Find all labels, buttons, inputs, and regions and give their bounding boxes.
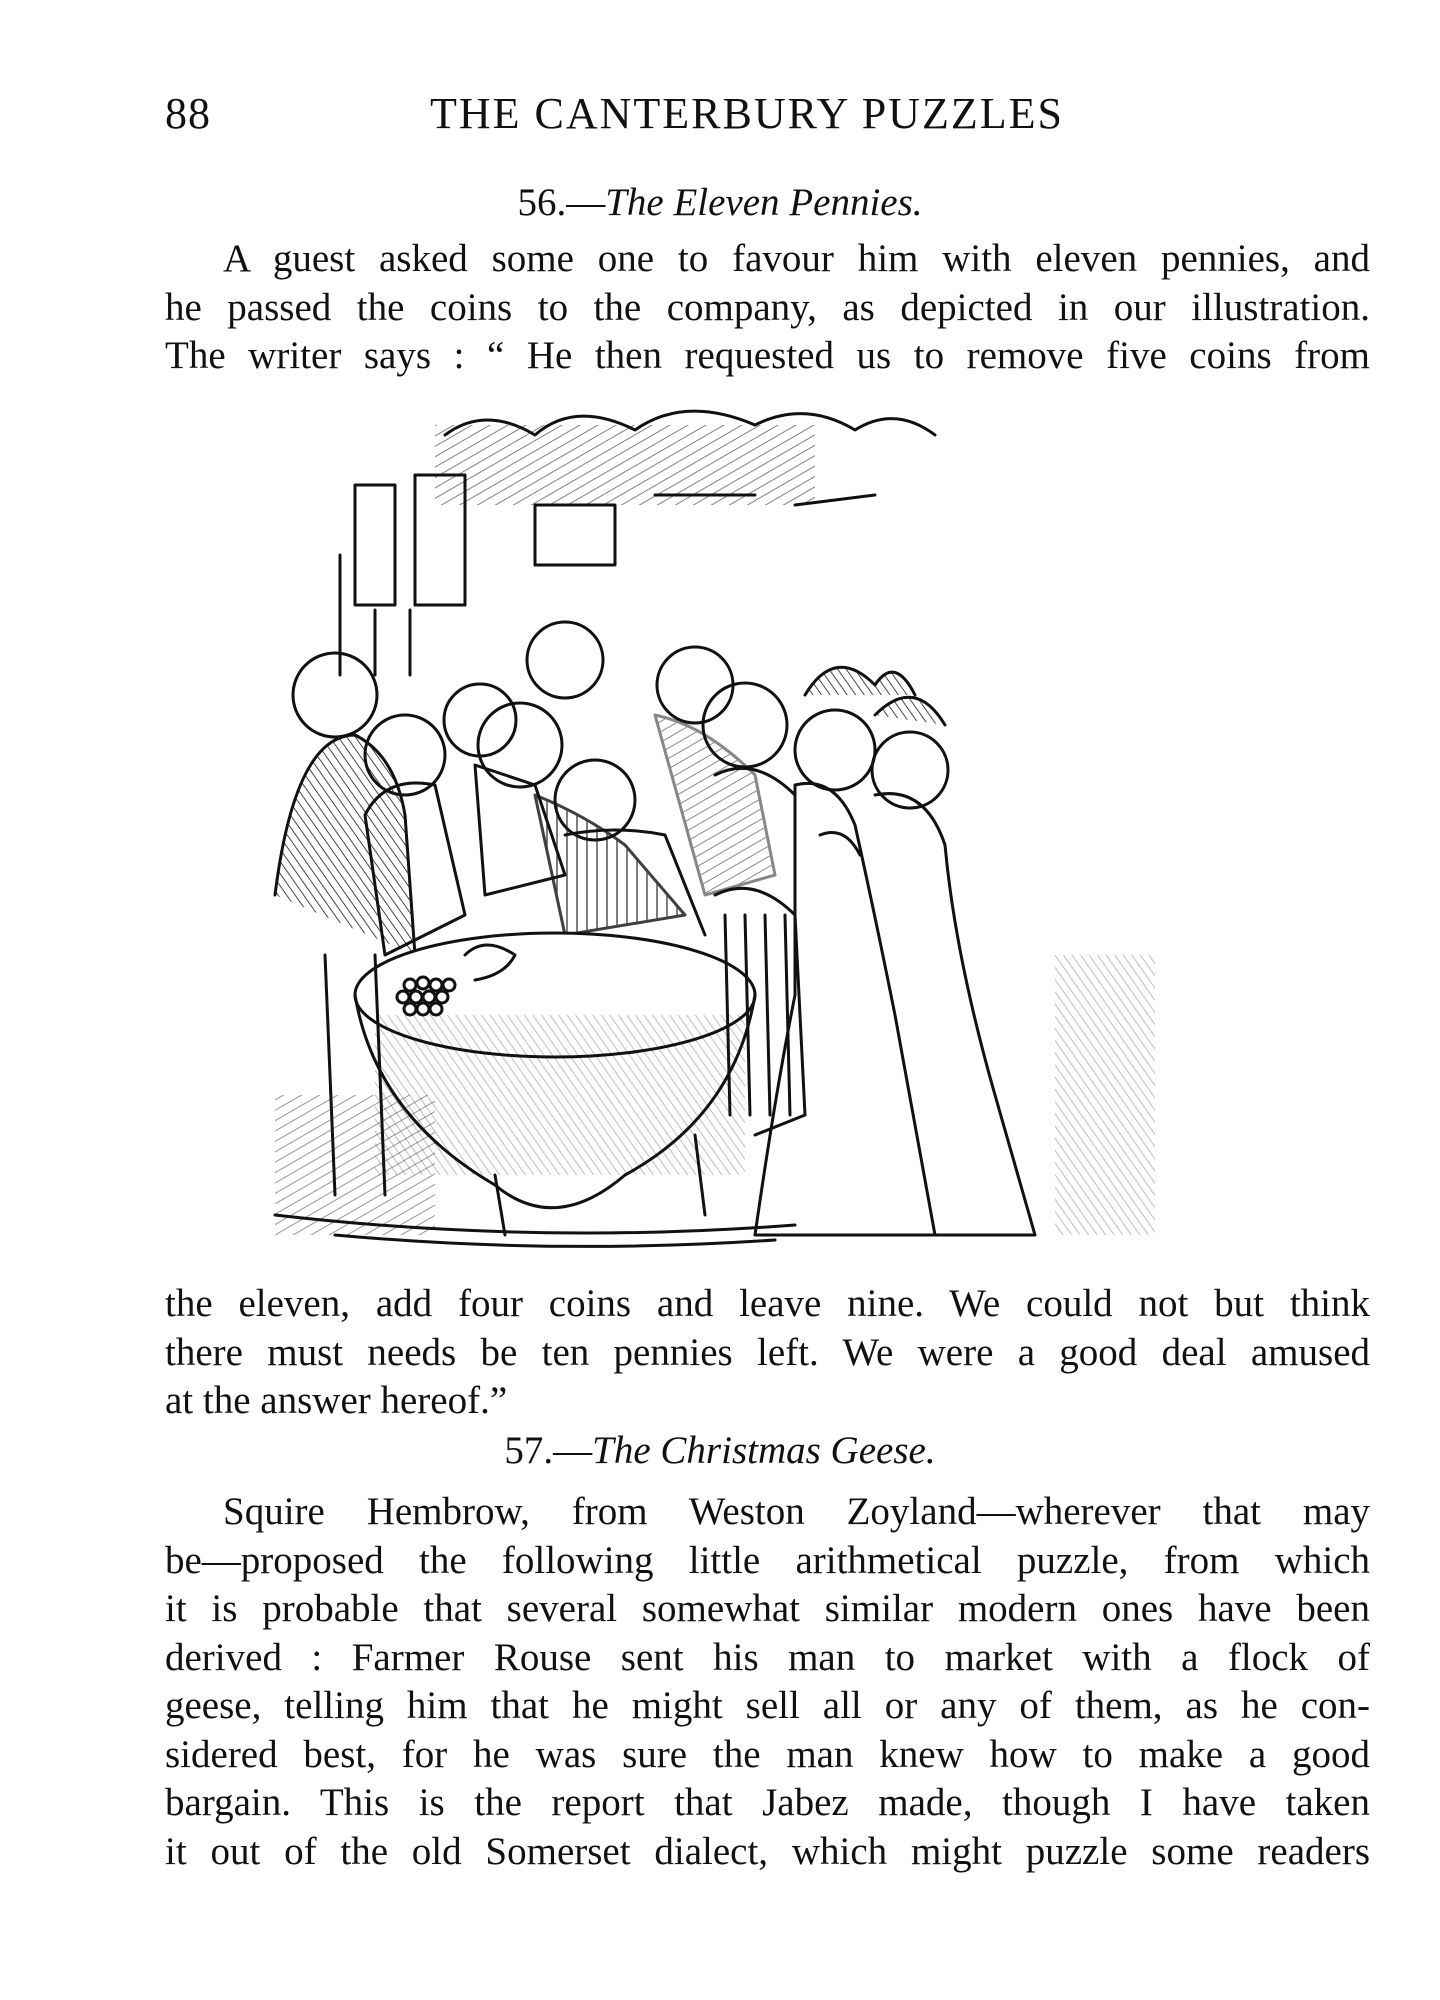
text-line: be—proposed the following little arithmetical puzzle, from which bbox=[165, 1538, 1370, 1582]
puzzle-56-title: The Eleven Pennies. bbox=[605, 181, 923, 224]
text-line: there must needs be ten pennies left. We were a good deal amused bbox=[165, 1330, 1370, 1374]
text-line: it is probable that several somewhat similar modern ones have been bbox=[165, 1587, 1370, 1630]
text-line: at the answer hereof.” bbox=[165, 1379, 508, 1422]
text-line: derived : Farmer Rouse sent his man to market with a flock of bbox=[165, 1635, 1370, 1679]
text-line: The writer says : “ He then requested us to remove five coins from bbox=[165, 334, 1370, 377]
text-line: it out of the old Somerset dialect, which might puzzle some readers bbox=[165, 1829, 1370, 1873]
puzzle-57-text bbox=[165, 1488, 1370, 1876]
page-number: 88 bbox=[165, 89, 211, 138]
text-line: the eleven, add four coins and leave nine. We could not but think bbox=[165, 1282, 1370, 1325]
text-line: A guest asked some one to favour him with eleven pennies, and bbox=[223, 237, 1370, 280]
text-line: bargain. This is the report that Jabez made, though I have taken bbox=[165, 1781, 1370, 1824]
book-title: THE CANTERBURY PUZZLES bbox=[430, 89, 1064, 138]
puzzle-56-number: 56.— bbox=[517, 181, 606, 224]
puzzle-56-heading bbox=[0, 180, 1440, 225]
puzzle-56-continuation bbox=[165, 1280, 1370, 1426]
puzzle-57-title: The Christmas Geese. bbox=[592, 1429, 936, 1472]
text-line: sidered best, for he was sure the man knew how to make a good bbox=[165, 1732, 1370, 1776]
running-head bbox=[165, 88, 1375, 148]
text-line: Squire Hembrow, from Weston Zoyland—wherever that may bbox=[223, 1490, 1370, 1533]
puzzle-56-intro bbox=[165, 235, 1370, 381]
pen-and-ink-illustration-icon bbox=[235, 395, 1315, 1255]
puzzle-57-heading bbox=[0, 1428, 1440, 1473]
text-line: he passed the coins to the company, as depicted in our illustration. bbox=[165, 285, 1370, 329]
puzzle-57-number: 57.— bbox=[504, 1429, 593, 1472]
text-line: geese, telling him that he might sell all or any of them, as he con- bbox=[165, 1684, 1370, 1727]
